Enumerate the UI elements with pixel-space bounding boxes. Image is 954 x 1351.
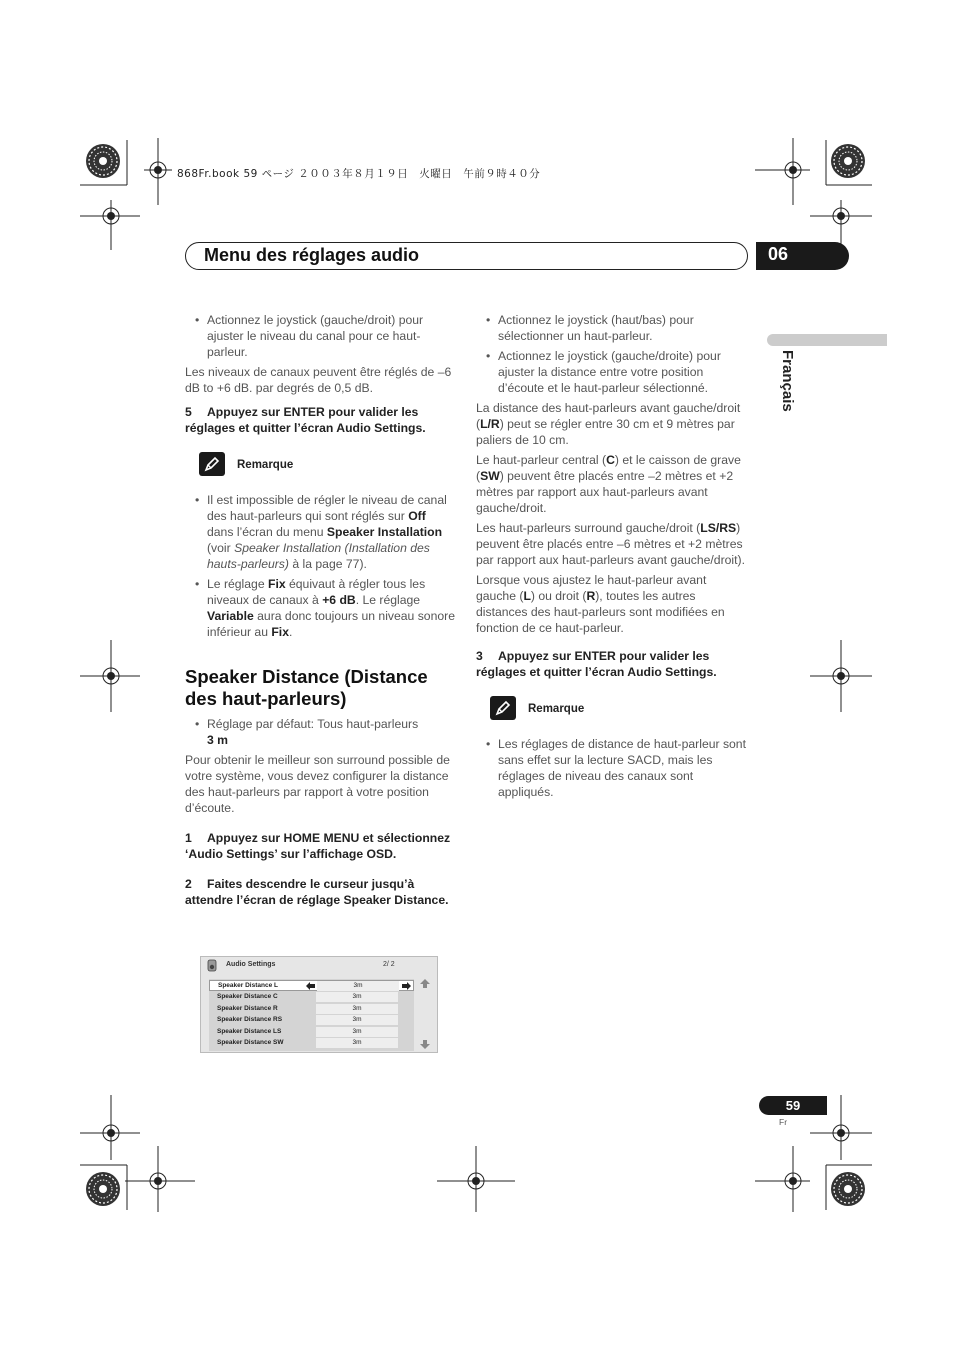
scroll-down-icon[interactable] (420, 1040, 430, 1049)
language-tab (767, 334, 887, 346)
paragraph-ls-rs: Les haut-parleurs surround gauche/droit (LS/RS) peuvent être placés entre –6 mètres et +2 mètres par rapport aux haut-parleurs avant gauche/droit). (476, 521, 745, 567)
section-header (185, 242, 748, 270)
osd-list (209, 979, 414, 1051)
paragraph-surround: Pour obtenir le meilleur son surround possible de votre système, vous devez configurer la distance des haut-parleurs par rapport à votre position d’écoute. (185, 753, 450, 815)
page-language: Fr (779, 1117, 788, 1127)
osd-title: Audio Settings (226, 961, 276, 968)
osd-row-r[interactable]: Speaker Distance R 3m (209, 1004, 414, 1015)
note-label: Remarque (237, 459, 294, 471)
osd-row-rs[interactable]: Speaker Distance RS 3m (209, 1015, 414, 1026)
scroll-up-icon[interactable] (420, 979, 430, 988)
right-column (476, 312, 748, 804)
note-header (185, 452, 455, 478)
speaker-icon (205, 959, 219, 972)
paragraph-levels: Les niveaux de canaux peuvent être réglés de –6 dB to +6 dB. par degrés de 0,5 dB. (185, 365, 452, 395)
page-number: 59 (759, 1096, 827, 1115)
left-column (185, 312, 455, 916)
note-bullet-fix: • Le réglage Fix équivaut à régler tous les niveaux de canaux à +6 dB. Le réglage Variable aura donc toujours un niveau sonore inférieur au Fix. (185, 576, 455, 640)
step-5: 5 Appuyez sur ENTER pour valider les réglages et quitter l’écran Audio Settings. (185, 405, 426, 435)
pencil-note-icon (199, 452, 225, 476)
osd-row-l[interactable]: Speaker Distance L 3m (209, 980, 414, 991)
osd-row-ls[interactable]: Speaker Distance LS 3m (209, 1027, 414, 1038)
bullet-joystick-select: • Actionnez le joystick (haut/bas) pour sélectionner un haut-parleur. (476, 312, 748, 344)
step-2: 2 Faites descendre le curseur jusqu’à attendre l’écran de réglage Speaker Distance. (185, 877, 449, 907)
paragraph-c-sw: Le haut-parleur central (C) et le caisson de grave (SW) peuvent être placés entre –2 mètres et +2 mètres par rapport aux haut-parleurs avant gauche/droit. (476, 453, 741, 515)
step-3: 3 Appuyez sur ENTER pour valider les réglages et quitter l’écran Audio Settings. (476, 649, 717, 679)
osd-audio-settings (200, 956, 438, 1053)
bullet-joystick-distance: • Actionnez le joystick (gauche/droite) pour ajuster la distance entre votre position d’écoute et le haut-parleur sélectionné. (476, 348, 748, 396)
chapter-number: 06 (756, 242, 849, 270)
osd-row-c[interactable]: Speaker Distance C 3m (209, 992, 414, 1003)
arrow-left-icon[interactable] (306, 982, 315, 990)
note-bullet-sacd: • Les réglages de distance de haut-parleur sont sans effet sur la lecture SACD, mais les réglages de niveau des canaux sont appliqués. (476, 736, 748, 800)
bullet-joystick-level: • Actionnez le joystick (gauche/droit) pour ajuster le niveau du canal pour ce haut-parleur. (185, 312, 455, 360)
page-title: Menu des réglages audio (204, 245, 420, 265)
language-label: Français (779, 350, 796, 412)
note-header-right (476, 696, 748, 722)
paragraph-adjust: Lorsque vous ajustez le haut-parleur avant gauche (L) ou droit (R), toutes les autres distances des haut-parleurs sont modifiées en fonction de ce haut-parleur. (476, 573, 725, 635)
paragraph-lr: La distance des haut-parleurs avant gauche/droit (L/R) peut se régler entre 30 cm et 9 mètres par paliers de 10 cm. (476, 401, 741, 447)
book-header: 868Fr.book 59 ページ ２００３年８月１９日 火曜日 午前９時４０分 (177, 168, 541, 180)
pencil-note-icon (490, 696, 516, 720)
osd-page: 2/ 2 (383, 961, 395, 968)
step-1: 1 Appuyez sur HOME MENU et sélectionnez ‘Audio Settings’ sur l’affichage OSD. (185, 831, 451, 861)
arrow-right-icon[interactable] (402, 982, 411, 990)
section-title: Speaker Distance (Distance des haut-parleurs) (185, 666, 428, 709)
osd-row-sw[interactable]: Speaker Distance SW 3m (209, 1038, 414, 1049)
note-label: Remarque (528, 703, 585, 715)
default-setting: • Réglage par défaut: Tous haut-parleurs 3 m (185, 716, 455, 748)
note-bullet-off: • Il est impossible de régler le niveau de canal des haut-parleurs qui sont réglés sur Off dans l’écran du menu Speaker Installation (voir Speaker Installation (Installation des hauts-parleurs) à la page 77). (185, 492, 455, 572)
